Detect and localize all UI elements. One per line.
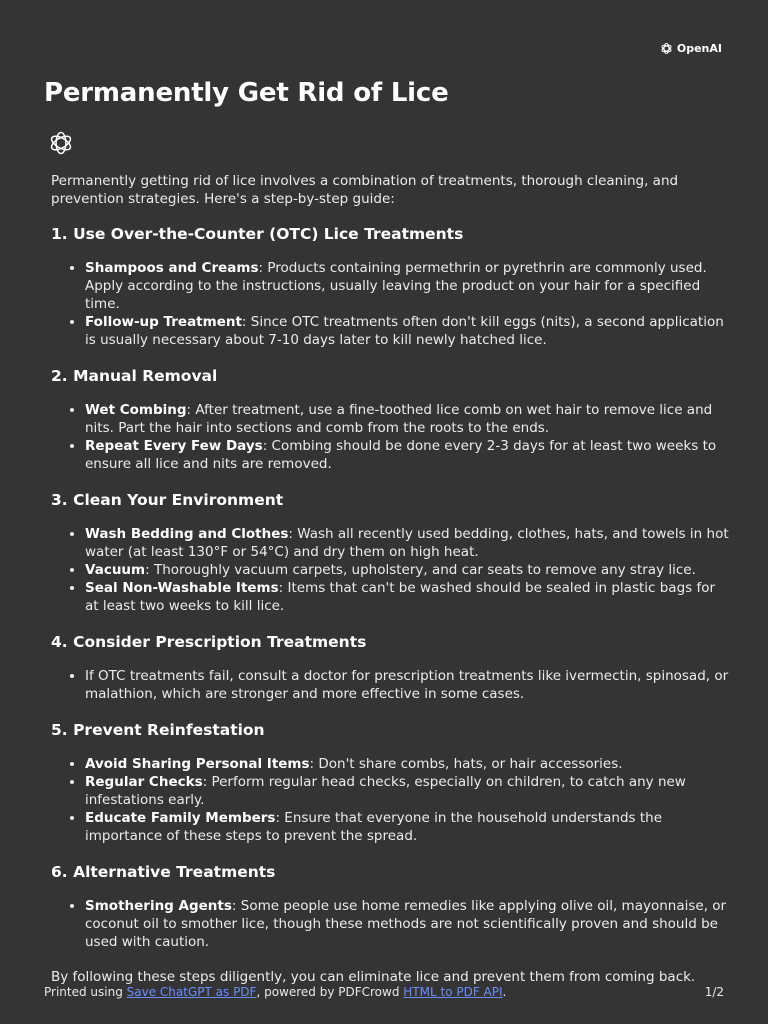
save-chatgpt-link[interactable]: Save ChatGPT as PDF: [126, 985, 257, 999]
list-item: [85, 809, 731, 845]
list-item-text: : Wash all recently used bedding, clothes, hats, and towels in hot water (at least 130°F or 54°C) and dry them on high heat.: [85, 526, 729, 560]
section-heading: 1. Use Over-the-Counter (OTC) Lice Treatments: [51, 225, 464, 243]
list-item-text: : After treatment, use a fine-toothed lice comb on wet hair to remove lice and nits. Part the hair into sections and comb from the roots to the ends.: [85, 402, 713, 436]
bullet-list: [51, 667, 731, 703]
list-item: [85, 755, 731, 773]
section-heading: 3. Clean Your Environment: [51, 491, 284, 509]
bullet-list: [51, 259, 731, 349]
brand: [659, 41, 722, 56]
list-item: [85, 525, 731, 561]
list-item-term: Repeat Every Few Days: [85, 438, 263, 454]
list-item: [85, 313, 731, 349]
sections-list: [51, 224, 731, 951]
section-heading: 2. Manual Removal: [51, 367, 218, 385]
list-item: [85, 259, 731, 313]
list-item-text: : Perform regular head checks, especially on children, to catch any new infestations early.: [85, 774, 686, 808]
list-item: [85, 579, 731, 615]
list-item-text: : Products containing permethrin or pyrethrin are commonly used. Apply according to the instructions, usually leaving the product on your hair for a specified time.: [85, 260, 707, 312]
list-item-term: Educate Family Members: [85, 810, 276, 826]
list-item: [85, 773, 731, 809]
bullet-list: [51, 897, 731, 951]
page-title: Permanently Get Rid of Lice: [44, 78, 449, 108]
list-item-term: Smothering Agents: [85, 898, 232, 914]
list-item-term: Vacuum: [85, 562, 146, 578]
chatgpt-logo-icon: [47, 129, 75, 157]
list-item-text: : Combing should be done every 2-3 days for at least two weeks to ensure all lice and nits are removed.: [85, 438, 717, 472]
list-item-text: : Items that can't be washed should be sealed in plastic bags for at least two weeks to kill lice.: [85, 580, 716, 614]
section-heading: 5. Prevent Reinfestation: [51, 721, 265, 739]
list-item-term: Regular Checks: [85, 774, 203, 790]
list-item-text: : Ensure that everyone in the household understands the importance of these steps to prevent the spread.: [85, 810, 663, 844]
list-item-text: : Thoroughly vacuum carpets, upholstery, and car seats to remove any stray lice.: [145, 562, 696, 578]
bullet-list: [51, 755, 731, 845]
footer-credit: Printed using Save ChatGPT as PDF, powered by PDFCrowd HTML to PDF API.: [44, 985, 507, 999]
list-item-term: Follow-up Treatment: [85, 314, 242, 330]
list-item-term: Seal Non-Washable Items: [85, 580, 279, 596]
list-item-text: : Since OTC treatments often don't kill eggs (nits), a second application is usually necessary about 7-10 days later to kill newly hatched lice.: [85, 314, 724, 348]
section-heading: 6. Alternative Treatments: [51, 863, 276, 881]
response-content: [51, 172, 731, 986]
list-item: [85, 897, 731, 951]
section-heading: 4. Consider Prescription Treatments: [51, 633, 367, 651]
bullet-list: [51, 401, 731, 473]
list-item-text: If OTC treatments fail, consult a doctor for prescription treatments like ivermectin, spinosad, or malathion, which are stronger and more effective in some cases.: [85, 668, 729, 702]
footer: [44, 985, 724, 999]
list-item: [85, 437, 731, 473]
list-item: [85, 561, 731, 579]
list-item-term: Wash Bedding and Clothes: [85, 526, 289, 542]
list-item-term: Shampoos and Creams: [85, 260, 259, 276]
intro-paragraph: Permanently getting rid of lice involves a combination of treatments, thorough cleaning, and prevention strategies. Here's a step-by-step guide:: [51, 173, 679, 207]
closing-paragraph: By following these steps diligently, you can eliminate lice and prevent them from coming back.: [51, 969, 696, 985]
list-item-term: Avoid Sharing Personal Items: [85, 756, 310, 772]
openai-logo-icon: [659, 41, 674, 56]
brand-name: OpenAI: [676, 42, 722, 55]
page-number: 1/2: [704, 985, 724, 999]
list-item: [85, 667, 731, 703]
list-item-text: : Don't share combs, hats, or hair accessories.: [309, 756, 623, 772]
html-to-pdf-link[interactable]: HTML to PDF API: [403, 985, 503, 999]
list-item: [85, 401, 731, 437]
list-item-text: : Some people use home remedies like applying olive oil, mayonnaise, or coconut oil to smother lice, though these methods are not scientifically proven and should be used with caution.: [85, 898, 727, 950]
list-item-term: Wet Combing: [85, 402, 187, 418]
bullet-list: [51, 525, 731, 615]
